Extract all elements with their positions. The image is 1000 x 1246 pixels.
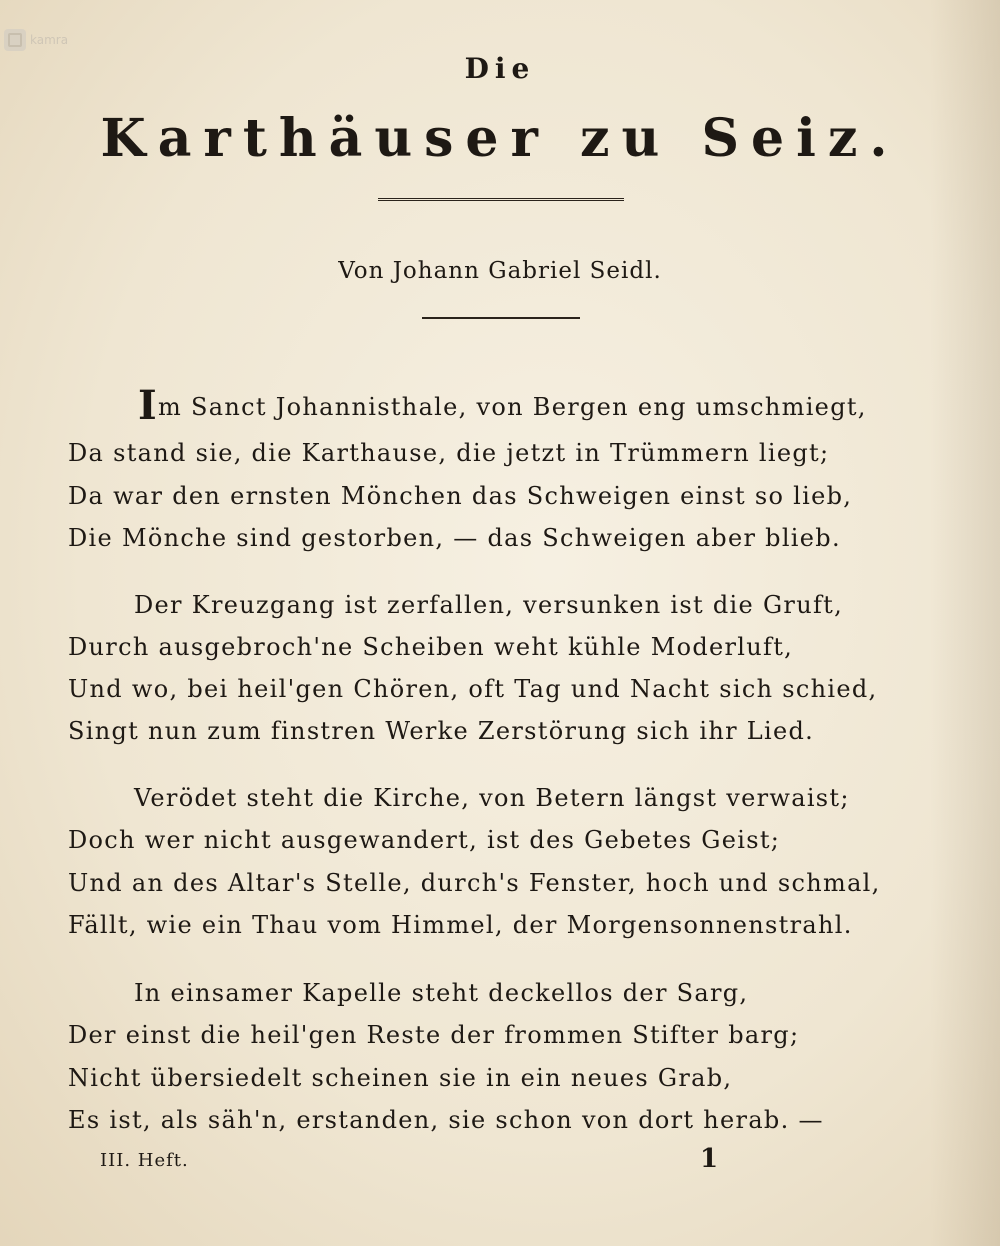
poem-line: Doch wer nicht ausgewandert, ist des Gebetes Geist; [68, 826, 781, 854]
page-number: 1 [700, 1144, 719, 1174]
poem-line: Im Sanct Johannisthale, von Bergen eng umschmiegt, [138, 382, 867, 429]
poem-line: Verödet steht die Kirche, von Betern längst verwaist; [134, 784, 850, 812]
watermark-logo-icon [4, 29, 26, 51]
drop-initial: I [138, 382, 159, 429]
poem-line: Und wo, bei heil'gen Chören, oft Tag und Nacht sich schied, [68, 675, 878, 703]
watermark-text: kamra [30, 33, 69, 47]
poem-line: Fällt, wie ein Thau vom Himmel, der Morgensonnenstrahl. [68, 911, 853, 939]
poem-line: Singt nun zum finstren Werke Zerstörung sich ihr Lied. [68, 717, 815, 745]
poem-line: Und an des Altar's Stelle, durch's Fenster, hoch und schmal, [68, 869, 881, 897]
poem-line: Der einst die heil'gen Reste der frommen Stifter barg; [68, 1021, 800, 1049]
signature-mark: III. Heft. [100, 1150, 189, 1171]
title-divider [378, 198, 624, 201]
author-line: Von Johann Gabriel Seidl. [338, 258, 662, 284]
poem-line: Durch ausgebroch'ne Scheiben weht kühle Moderluft, [68, 633, 794, 661]
poem-line: In einsamer Kapelle steht deckellos der Sarg, [134, 979, 749, 1007]
author-divider [422, 317, 580, 319]
poem-line: Da war den ernsten Mönchen das Schweigen einst so lieb, [68, 482, 853, 510]
poem-line: Es ist, als säh'n, erstanden, sie schon von dort herab. — [68, 1106, 824, 1134]
page-title: Karthäuser zu Seiz. [100, 108, 900, 169]
title-small: Die [464, 52, 536, 85]
poem-line: Da stand sie, die Karthause, die jetzt in Trümmern liegt; [68, 439, 830, 467]
poem-line: Der Kreuzgang ist zerfallen, versunken ist die Gruft, [134, 591, 844, 619]
poem-line: Die Mönche sind gestorben, — das Schweigen aber blieb. [68, 524, 841, 552]
poem-line: Nicht übersiedelt scheinen sie in ein neues Grab, [68, 1064, 733, 1092]
